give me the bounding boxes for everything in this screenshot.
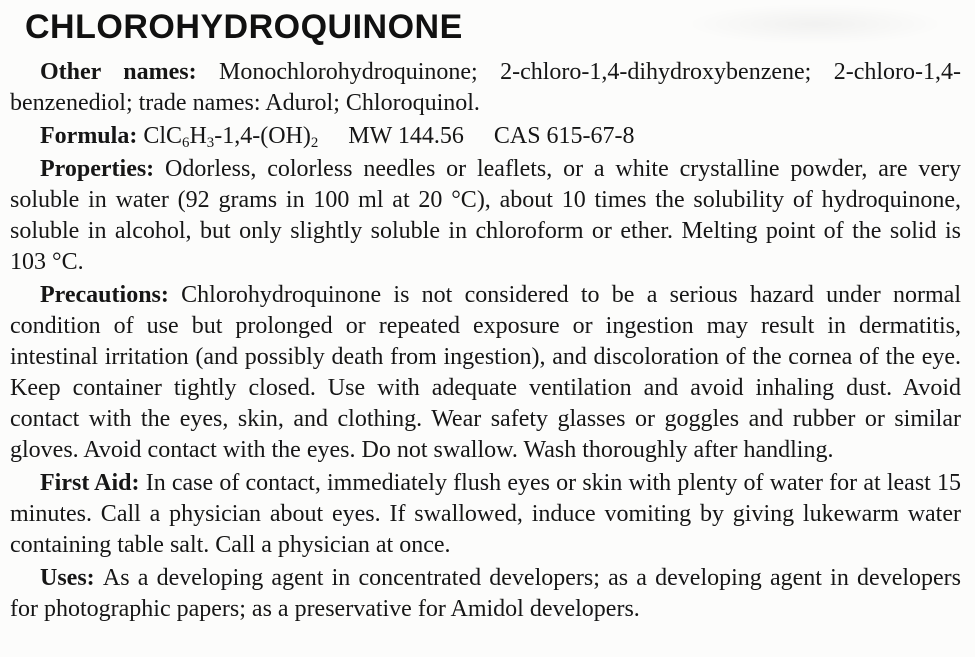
paragraph-formula	[10, 121, 961, 152]
first-aid-label: First Aid:	[40, 470, 140, 496]
paragraph-first-aid	[10, 468, 961, 561]
page-title: CHLOROHYDROQUINONE	[25, 8, 463, 46]
uses-text: As a developing agent in concentrated developers; as a developing agent in developers for photographic papers; as a preservative for Amidol developers.	[10, 565, 961, 622]
other-names-text: Monochlorohydroquinone; 2-chloro-1,4-dihydroxybenzene; 2-chloro-1,4-benzenediol; trade names: Adurol; Chloroquinol.	[10, 59, 962, 116]
formula-label: Formula:	[40, 123, 138, 149]
uses-label: Uses:	[40, 565, 95, 591]
other-names-label: Other names:	[40, 59, 197, 85]
properties-text: Odorless, colorless needles or leaflets, or a white crystalline powder, are very soluble in water (92 grams in 100 ml at 20 °C), about 10 times the solubility of hydroquinone, soluble in alcohol, but only slightly soluble in chloroform or ether. Melting point of the solid is 103 °C.	[10, 156, 961, 275]
precautions-text: Chlorohydroquinone is not considered to be a serious hazard under normal condition of use but prolonged or repeated exposure or ingestion may result in dermatitis, intestinal irritation (and possibly death from ingestion), and discoloration of the cornea of the eye. Keep container tightly closed. Use with adequate ventilation and avoid inhaling dust. Avoid contact with the eyes, skin, and clothing. Wear safety glasses or goggles and rubber or similar gloves. Avoid contact with the eyes. Do not swallow. Wash thoroughly after handling.	[10, 282, 962, 463]
paragraph-uses	[10, 563, 961, 625]
paragraph-properties	[10, 154, 961, 278]
paragraph-other-names	[10, 57, 961, 119]
paragraph-precautions	[10, 280, 961, 466]
first-aid-text: In case of contact, immediately flush eyes or skin with plenty of water for at least 15 minutes. Call a physician about eyes. If swallowed, induce vomiting by giving lukewarm water containing table salt. Call a physician at once.	[10, 470, 962, 558]
cas-number: CAS 615-67-8	[493, 123, 635, 149]
properties-label: Properties:	[40, 156, 155, 182]
precautions-label: Precautions:	[40, 282, 169, 308]
molecular-weight: MW 144.56	[348, 123, 464, 149]
chemical-formula: $ClC_6H_3-1,4-(OH)_2$	[143, 123, 319, 152]
